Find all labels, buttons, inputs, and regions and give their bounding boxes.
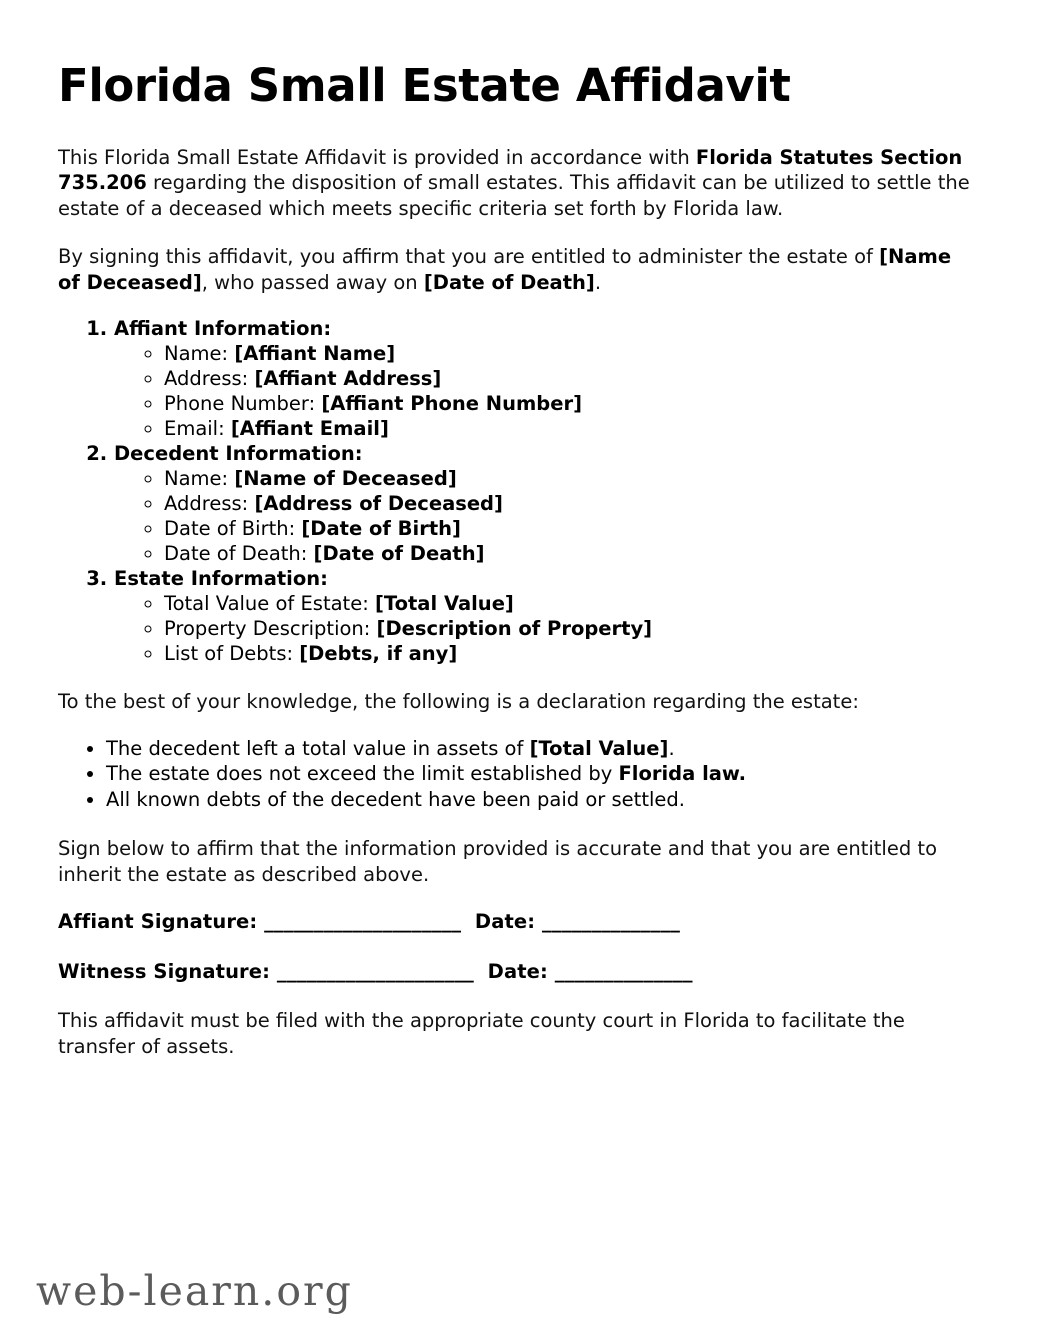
field-value: [Affiant Phone Number]	[321, 392, 582, 416]
section-affiant-information	[114, 317, 979, 442]
affiant-signature-line[interactable]: ____________________	[264, 910, 462, 934]
affirmation-part2: , who passed away on	[201, 270, 424, 294]
declaration-text: All known debts of the decedent have been paid or settled.	[106, 787, 685, 811]
section-field-list	[114, 342, 979, 442]
list-item	[164, 592, 979, 617]
affirmation-part1: By signing this affidavit, you affirm that you are entitled to administer the estate of	[58, 244, 880, 268]
list-item	[106, 787, 979, 812]
affiant-date-label: Date:	[461, 910, 543, 934]
section-heading: Affiant Information:	[114, 317, 332, 341]
field-label: Email:	[164, 417, 231, 441]
field-label: Date of Death:	[164, 541, 314, 565]
section-field-list	[114, 467, 979, 567]
witness-date-label: Date:	[473, 959, 555, 983]
affiant-date-line[interactable]: ______________	[542, 910, 680, 934]
declaration-emphasis: [Total Value]	[529, 737, 669, 761]
field-label: Property Description:	[164, 616, 377, 640]
field-value: [Affiant Email]	[230, 417, 389, 441]
field-value: [Affiant Name]	[234, 342, 396, 366]
section-field-list	[114, 592, 979, 667]
field-value: [Total Value]	[374, 591, 514, 615]
affirmation-paragraph	[58, 244, 979, 295]
list-item	[164, 542, 979, 567]
intro-text-part1: This Florida Small Estate Affidavit is provided in accordance with	[58, 145, 696, 169]
date-of-death-placeholder: [Date of Death]	[423, 270, 595, 294]
witness-signature-label: Witness Signature:	[58, 959, 277, 983]
field-label: Date of Birth:	[164, 516, 302, 540]
witness-signature-line[interactable]: ____________________	[276, 959, 474, 983]
section-decedent-information	[114, 442, 979, 567]
statute-reference: Florida Statutes Section 735.206	[58, 145, 963, 195]
declaration-bullet-list	[58, 736, 979, 811]
list-item	[164, 417, 979, 442]
witness-date-line[interactable]: ______________	[554, 959, 693, 983]
field-value: [Date of Birth]	[301, 516, 461, 540]
page-title: Florida Small Estate Affidavit	[58, 59, 791, 112]
declaration-lead-paragraph: To the best of your knowledge, the following is a declaration regarding the estate:	[58, 689, 859, 713]
affiant-signature-row	[58, 909, 979, 934]
declaration-emphasis: Florida law.	[618, 762, 747, 786]
field-value: [Debts, if any]	[299, 641, 458, 665]
field-value: [Affiant Address]	[254, 367, 442, 391]
intro-paragraph	[58, 145, 979, 222]
field-label: Address:	[164, 367, 255, 391]
list-item	[164, 392, 979, 417]
list-item	[164, 642, 979, 667]
closing-note-paragraph: This affidavit must be filed with the appropriate county court in Florida to facilitate the transfer of assets.	[58, 1008, 905, 1058]
affiant-signature-label: Affiant Signature:	[58, 910, 265, 934]
sign-instruction-paragraph: Sign below to affirm that the information provided is accurate and that you are entitled to inherit the estate as described above.	[58, 836, 938, 886]
field-value: [Date of Death]	[313, 541, 485, 565]
declaration-text: The estate does not exceed the limit established by	[106, 762, 619, 786]
list-item	[164, 467, 979, 492]
list-item	[164, 517, 979, 542]
field-label: List of Debts:	[164, 641, 300, 665]
list-item	[164, 367, 979, 392]
deceased-name-placeholder: [Name of Deceased]	[58, 244, 952, 294]
intro-text-part2: regarding the disposition of small estates. This affidavit can be utilized to settle the estate of a deceased which meets specific criteria set forth by Florida law.	[58, 171, 970, 221]
list-item	[106, 761, 979, 786]
list-item	[106, 736, 979, 761]
field-value: [Description of Property]	[376, 616, 653, 640]
field-label: Total Value of Estate:	[164, 591, 375, 615]
field-label: Address:	[164, 491, 255, 515]
section-heading: Estate Information:	[114, 566, 328, 590]
site-watermark: web-learn.org	[36, 1267, 353, 1315]
affirmation-part3: .	[594, 270, 602, 294]
declaration-text: The decedent left a total value in assets of	[106, 737, 530, 761]
field-value: [Address of Deceased]	[254, 491, 503, 515]
section-estate-information	[114, 567, 979, 667]
list-item	[164, 492, 979, 517]
field-label: Name:	[164, 466, 235, 490]
witness-signature-row	[58, 959, 979, 984]
list-item	[164, 617, 979, 642]
field-value: [Name of Deceased]	[234, 466, 457, 490]
information-sections-list	[58, 317, 979, 666]
list-item	[164, 342, 979, 367]
field-label: Phone Number:	[164, 392, 322, 416]
field-label: Name:	[164, 342, 235, 366]
section-heading: Decedent Information:	[114, 442, 363, 466]
declaration-text-tail: .	[668, 737, 675, 761]
